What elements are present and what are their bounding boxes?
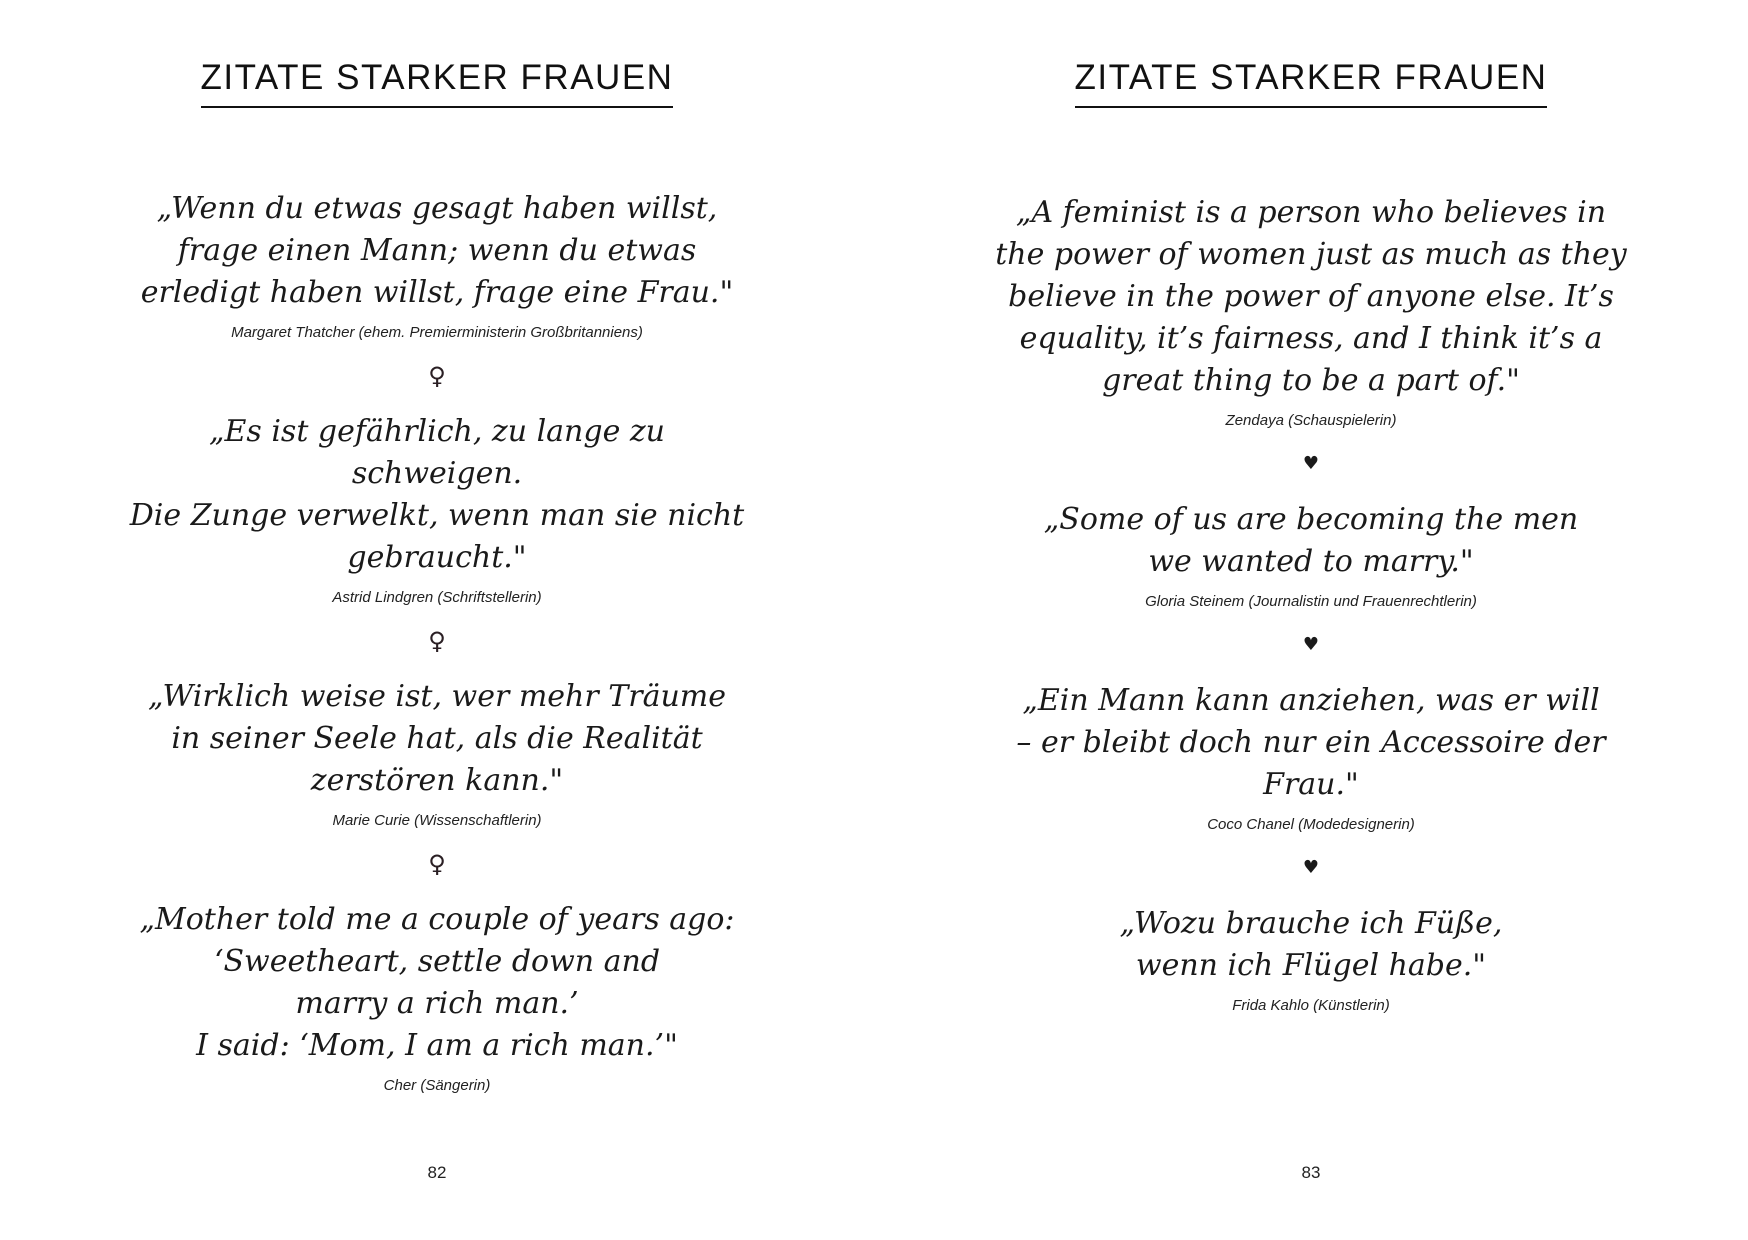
quote-list [0, 188, 874, 1094]
quote-author: Astrid Lindgren (Schriftstellerin) [332, 589, 542, 606]
quote-author: Frida Kahlo (Künstlerin) [1232, 997, 1390, 1014]
heart-icon: ♥ [1302, 857, 1320, 878]
quote-text: „Ein Mann kann anziehen, was er will – er bleibt doch nur ein Accessoire der Frau." [1016, 683, 1606, 802]
page-title: ZITATE STARKER FRAUEN [1075, 58, 1548, 108]
quote-text: „Wirklich weise ist, wer mehr Träume in seiner Seele hat, als die Realität zerstören kann." [147, 679, 727, 798]
venus-symbol-icon: ♀ [428, 850, 446, 878]
quote-text: „Some of us are becoming the men we wanted to marry." [1043, 502, 1579, 579]
right-page [874, 0, 1748, 1240]
quote-item [0, 899, 874, 1094]
quote-item [0, 411, 874, 606]
heart-icon: ♥ [1302, 453, 1320, 474]
page-number: 83 [1301, 1163, 1321, 1182]
quote-text: „Wenn du etwas gesagt haben willst, frage einen Mann; wenn du etwas erledigt haben willst, frage eine Frau." [140, 191, 734, 310]
quote-text: „Wozu brauche ich Füße, wenn ich Flügel habe." [1119, 906, 1503, 983]
page-title: ZITATE STARKER FRAUEN [201, 58, 674, 108]
quote-author: Zendaya (Schauspielerin) [1225, 412, 1397, 429]
quote-item [0, 188, 874, 341]
quote-item [874, 192, 1748, 429]
quote-item [0, 676, 874, 829]
quote-author: Marie Curie (Wissenschaftlerin) [332, 812, 542, 829]
quote-item [874, 499, 1748, 610]
quote-author: Coco Chanel (Modedesignerin) [1207, 816, 1415, 833]
quote-list [874, 192, 1748, 1014]
quote-item [874, 680, 1748, 833]
quote-author: Gloria Steinem (Journalistin und Frauenrechtlerin) [1145, 593, 1477, 610]
quote-text: „Es ist gefährlich, zu lange zu schweigen. Die Zunge verwelkt, wenn man sie nicht gebraucht." [129, 414, 745, 575]
quote-author: Margaret Thatcher (ehem. Premierministerin Großbritanniens) [231, 324, 643, 341]
quote-text: „A feminist is a person who believes in the power of women just as much as they believe in the power of anyone else. It’s equality, it’s fairness, and I think it’s a great thing to be a part of." [995, 195, 1627, 398]
quote-item [874, 903, 1748, 1014]
quote-author: Cher (Sängerin) [383, 1077, 491, 1094]
quote-text: „Mother told me a couple of years ago: ‘Sweetheart, settle down and marry a rich man.’ I said: ‘Mom, I am a rich man.’" [139, 902, 735, 1063]
page-number: 82 [427, 1163, 447, 1182]
heart-icon: ♥ [1302, 634, 1320, 655]
venus-symbol-icon: ♀ [428, 362, 446, 390]
venus-symbol-icon: ♀ [428, 627, 446, 655]
